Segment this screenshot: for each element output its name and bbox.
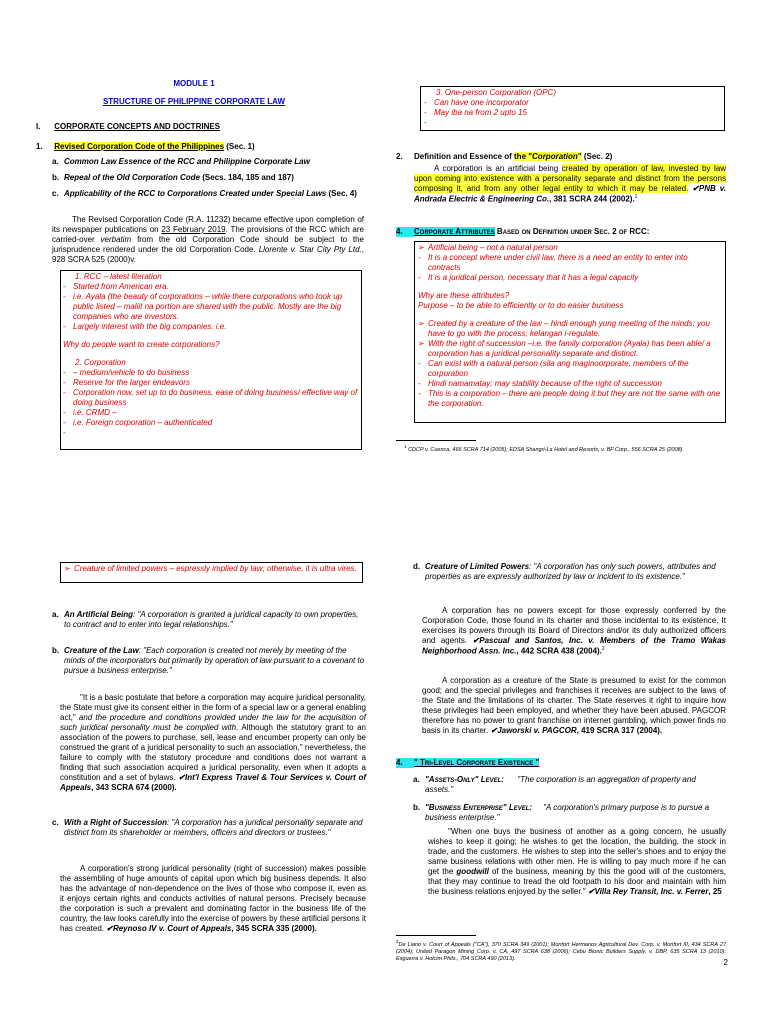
section-heading xyxy=(36,122,336,132)
notes-box-attributes xyxy=(414,241,726,423)
subitem-b xyxy=(52,173,368,183)
page-number: 2 xyxy=(723,958,728,967)
gw-text-b: of the business, meaning by this the good will of the customers, that they may continue to tread the old footpath to his door and maintain with him the business relations enjoyed by the seller." xyxy=(428,867,727,896)
limited-powers-paragraph xyxy=(422,606,726,657)
item1-number: 1. xyxy=(36,142,43,151)
p2-text: A corporation's strong juridical personality (right of succession) makes possible the assembling of huge amounts of capital upon which big business depends. It also has the advantage of non-dependence on the lives of those who compose it, even as it enjoys certain rights and conducts activities of natural persons. Precisely because the corporation is such a prevalent and dominating factor in the business life of the country, the law looks carefully into the exercise of powers by these artificial persons it has created. xyxy=(60,864,366,933)
item2-quote: " xyxy=(577,152,582,161)
notes-box-left xyxy=(60,270,362,450)
p1-case: ✔Int'l Express Travel & Tour Services v. Court of Appeals xyxy=(60,773,366,792)
level-b-title: "Business Enterprise" Level: xyxy=(425,803,533,812)
level-a-label: a. xyxy=(413,775,420,784)
item4-title-a: Corporate Attributes xyxy=(414,227,495,236)
level-a-text: "The corporation is an aggregation of property and assets." xyxy=(425,775,696,794)
p1-cite: , 343 SCRA 674 (2000). xyxy=(91,783,177,792)
note-american-era: - Started from American era. xyxy=(63,282,359,292)
rcc-para-verbatim: verbatim xyxy=(100,235,132,244)
attribute-a xyxy=(52,610,366,630)
attribute-a-label: a. xyxy=(52,610,59,619)
note-creature-law: ➢ Created by a creature of the law – hindi enough yung meeting of the minds; you have to go with the process; kelangan i-regulate. xyxy=(418,319,722,339)
footnote-2 xyxy=(396,939,726,962)
level-b-label: b. xyxy=(413,803,421,812)
gw-cite: , 25 xyxy=(708,887,722,896)
subitem-b-label: b. xyxy=(52,173,60,182)
footnote-2-text: De Liano v. Court of Appeals ("CA"), 370 SCRA 349 (2001); Monfort Hermanos Agricultural Dev. Corp. v. Monfort III, 434 SCRA 27 (2004); United Paragon Mining Corp. v. CA, 497 SCRA 638 (2006); Cebu Bionic Builders Supply, v. DBP, 635 SCRA 13 (2010); Esguerra v. Holcim Phils., 704 SCRA 490 (2013). xyxy=(396,941,726,962)
note-artificial-being: ➢ Artificial being – not a natural person xyxy=(418,243,722,253)
gw-text-a: "When one buys the business of another as a going concern, he usually wishes to keep it going; he wishes to get the location, the building, the stock in trade, and the customers. He wishes to step into the seller's shoes and to enjoy the same business relations with other men. He is willing to pay much more if he can get the xyxy=(428,827,726,876)
note-big-companies: - Largely interest with the big companies. i.e. xyxy=(63,322,359,332)
p2-cite: , 345 SCRA 335 (2000). xyxy=(231,924,317,933)
footnote-1-text: CDCP v. Cuenca, 466 SCRA 714 (2005); EDSA Shangri-La Hotel and Resorts, v. BF Corp., 556 SCRA 25 (2008). xyxy=(406,446,684,453)
level-a xyxy=(413,775,723,795)
section-number: I. xyxy=(36,122,41,131)
footnote-1-number: 1 xyxy=(404,444,407,449)
attribute-d-text: : "A corporation has only such powers, attributes and properties as are expressly authorized by law or incident to its existence." xyxy=(425,562,716,581)
p2-case: ✔Reynoso IV v. Court of Appeals xyxy=(106,924,232,933)
attribute-b xyxy=(52,646,366,676)
state-cite: , 419 SCRA 317 (2004). xyxy=(576,726,663,735)
item4-heading xyxy=(396,227,736,237)
section-title: CORPORATE CONCEPTS AND DOCTRINES xyxy=(54,122,221,131)
note-foreign: - i.e. Foreign corporation – authenticated xyxy=(63,418,359,428)
level-b xyxy=(413,803,723,823)
note-one-incorporator: - Can have one incorporator xyxy=(424,98,721,108)
def-case: ✔PNB v. Andrada Electric & Engineering Co. xyxy=(414,184,726,204)
note-opc: 3. One-person Corporation (OPC) xyxy=(436,88,557,97)
goodwill-paragraph xyxy=(428,827,726,897)
note-why-attributes: Why are these attributes? xyxy=(418,291,510,300)
lp-cite: , 442 SCRA 438 (2004). xyxy=(516,646,602,656)
def-text: A corporation is an artificial being xyxy=(434,164,562,173)
note-question: Why do people want to create corporations? xyxy=(63,340,220,349)
item4-title-b: Based on Definition under Sec. 2 of RCC: xyxy=(494,227,650,236)
note-ultra-vires: ➢ Creature of limited powers – espressly implied by law; otherwise, it is ultra vires. xyxy=(64,564,359,574)
lp-text: A corporation has no powers except for those expressly conferred by the Corporation Code, those found in its charter and those incidental to its existence. It exercises its powers through its Board of Directors and/or its duly authorized officers and agents. xyxy=(422,606,726,645)
tri-level-title: " Tri-Level Corporate Existence " xyxy=(414,758,540,767)
attribute-c-title: With a Right of Succession xyxy=(64,818,168,827)
lp-case: ✔Pascual and Santos, Inc. v. Members of the Tramo Wakas Neighborhood Assn. Inc. xyxy=(422,636,726,656)
note-crmd: - i.e. CRMD – xyxy=(63,408,359,418)
note-rcc: 1. RCC – latest literation xyxy=(75,272,162,281)
p1-text-c: Although the statutory grant to an association of the powers to purchase, sell, lease and encumber property can only be construed the grant of a juridical personality to such an association," nevertheless, the failure to comply with the statutory procedure and conditions does not warrant a finding that such association acquired a juridical personality, even when it adopts a constitution and a set of bylaws. xyxy=(60,723,366,782)
footnote-2-number: 2 xyxy=(396,939,399,944)
note-not-same: - This is a corporation – there are people doing it but they are not the same with one the corporation. xyxy=(418,389,722,409)
attribute-a-text: : "A corporation is granted a juridical capacity to own properties, to contract and to enter into legal relationships." xyxy=(64,610,359,629)
def-cite: , 381 SCRA 244 (2002). xyxy=(549,194,635,204)
subitem-c xyxy=(52,189,368,199)
item1-heading xyxy=(36,142,336,152)
subitem-c-text: Applicability of the RCC to Corporations Created under Special Laws xyxy=(64,189,327,198)
level-b-text: "A corporation's primary purpose is to pursue a business enterprise." xyxy=(425,803,710,822)
tri-level-number: 4. xyxy=(396,758,414,768)
item1-title: Revised Corporation Code of the Philippines xyxy=(54,142,225,151)
attribute-c-text: : "A corporation has a juridical personality separate and distinct from its shareholder or members, officers and directors or trustees." xyxy=(64,818,363,837)
note-ease-business: - Corporation now, set up to do business, ease of doing business/ effective way of doing business xyxy=(63,388,359,408)
module-title: MODULE 1 xyxy=(173,79,215,88)
footnote-divider-2 xyxy=(396,935,476,936)
attribute-c-label: c. xyxy=(52,818,59,827)
gw-case: ✔Villa Rey Transit, Inc. v. Ferrer xyxy=(587,887,709,896)
subitem-b-text: Repeal of the Old Corporation Code xyxy=(64,173,201,182)
tri-level-heading xyxy=(396,758,736,768)
lp-footnote-ref: 2 xyxy=(601,646,605,652)
attribute-d-label: d. xyxy=(413,562,421,571)
subitem-c-section: (Sec. 4) xyxy=(328,189,357,198)
subitem-b-section: (Secs. 184, 185 and 187) xyxy=(202,173,294,182)
def-highlight: created by operation of law, invested by law upon coming into existence with a personality separate and distinct from the persons composing it, and from any other legal entity to which it may be related. xyxy=(414,164,726,193)
attribute-b-text: : "Each corporation is created not merely by meeting of the minds of the incorporators but primarily by operation of law pursuant to a covenant to pursue a business enterprise." xyxy=(64,646,365,675)
footnote-divider-1 xyxy=(396,440,476,441)
subitem-c-label: c. xyxy=(52,189,59,198)
gw-goodwill: goodwill xyxy=(456,867,489,876)
structure-title: STRUCTURE OF PHILIPPINE CORPORATE LAW xyxy=(102,97,286,106)
item1-section: (Sec. 1) xyxy=(226,142,255,151)
attribute-d-title: Creature of Limited Powers xyxy=(425,562,530,571)
rcc-para-text-c: from the old Corporation Code should be subject to the jurisprudence rendered under the old Corporation Code. xyxy=(52,235,365,254)
rcc-para-text-a: The Revised Corporation Code (R.A. 11232) became effective upon completion of its newspaper publications on xyxy=(52,215,364,234)
note-juridical: - It is a juridical person, necessary that it has a legal capacity xyxy=(418,273,722,283)
rcc-para-case: Llorente v. Star City Pty Ltd. xyxy=(258,245,362,254)
subitem-a xyxy=(52,157,368,167)
item4-number: 4. xyxy=(396,227,414,237)
note-corporation: 2. Corporation xyxy=(75,358,126,367)
notes-box-limited xyxy=(60,562,363,583)
def-footnote-ref: 1 xyxy=(634,194,638,200)
item2-number: 2. xyxy=(396,152,403,161)
note-concept: - It is a concept where under civil law, there is a need an entity to enter into contracts xyxy=(418,253,722,273)
level-a-title: "Assets-Only" Level: xyxy=(425,775,504,784)
attribute-b-title: Creature of the Law xyxy=(64,646,139,655)
attribute-c xyxy=(52,818,366,838)
item2-section: (Sec. 2) xyxy=(583,152,613,161)
item2-heading xyxy=(396,152,736,162)
attribute-d xyxy=(413,562,723,582)
note-succession: ➢ With the right of succession –i.e. the family corporation (Ayala) has been able/ a corporation has a juridical personality separate and distinct. xyxy=(418,339,722,359)
note-vehicle: - – medium/vehicle to do business xyxy=(63,368,359,378)
footnote-1 xyxy=(404,444,734,454)
note-natural-person: - Can exist with a natural person (sila ang maginoorporate, members of the corporation xyxy=(418,359,722,379)
subitem-a-label: a. xyxy=(52,157,59,166)
creature-law-paragraph xyxy=(60,693,366,793)
rcc-para-text-b: . The provisions of the RCC which are carried-over xyxy=(52,225,364,244)
note-purpose: Purpose – to be able to efficiently or to do easier business xyxy=(418,301,624,310)
rcc-paragraph xyxy=(52,215,364,265)
p1-text-a: "It is a basic postulate that before a corporation may acquire juridical personality, the State must give its consent either in the form of a special law or a general enabling act," xyxy=(60,693,366,722)
notes-box-opc xyxy=(420,86,725,131)
note-ayala: - i.e. Ayala (the beauty of corporations – while there corporations who took up public listed – maliit na portion are shared with the public. Mostly are the big companies who are investors. xyxy=(63,292,359,322)
p1-text-b: and the procedure and conditions provided under the law for the acquisition of such juridical personality must be complied with. xyxy=(60,713,366,732)
subitem-a-text: Common Law Essence of the RCC and Philippine Corporate Law xyxy=(64,157,310,166)
note-larger-endeavors: - Reserve for the larger endeavors xyxy=(63,378,359,388)
state-paragraph xyxy=(422,676,726,736)
state-case: ✔Jaworski v. PAGCOR xyxy=(490,726,577,735)
state-text: A corporation as a creature of the State is presumed to exist for the common good; and the special privileges and franchises it receives are subject to the laws of the State and the limitations of its charter. The State reserves it right to inquire how these privileges had been employed, and whether they have been abused. PAGCOR therefore has no power to grant franchise on internet gambling, which power finds no basis in its charter. xyxy=(422,676,726,735)
note-two-to-fifteen: - May iba na from 2 upto 15 xyxy=(424,108,721,118)
note-stability: - Hindi namamatay; may stability because of the right of succession xyxy=(418,379,722,389)
attribute-b-label: b. xyxy=(52,646,60,655)
rcc-para-text-d: , 928 SCRA 525 (2000)v. xyxy=(52,245,364,264)
attribute-a-title: An Artificial Being xyxy=(64,610,134,619)
item2-the: the " xyxy=(514,152,533,161)
definition-paragraph xyxy=(414,164,726,205)
item2-corporation: Corporation xyxy=(532,152,578,161)
item2-title: Definition and Essence of xyxy=(414,152,515,161)
succession-paragraph xyxy=(60,864,366,934)
rcc-para-date: 23 February 2019 xyxy=(161,225,226,234)
